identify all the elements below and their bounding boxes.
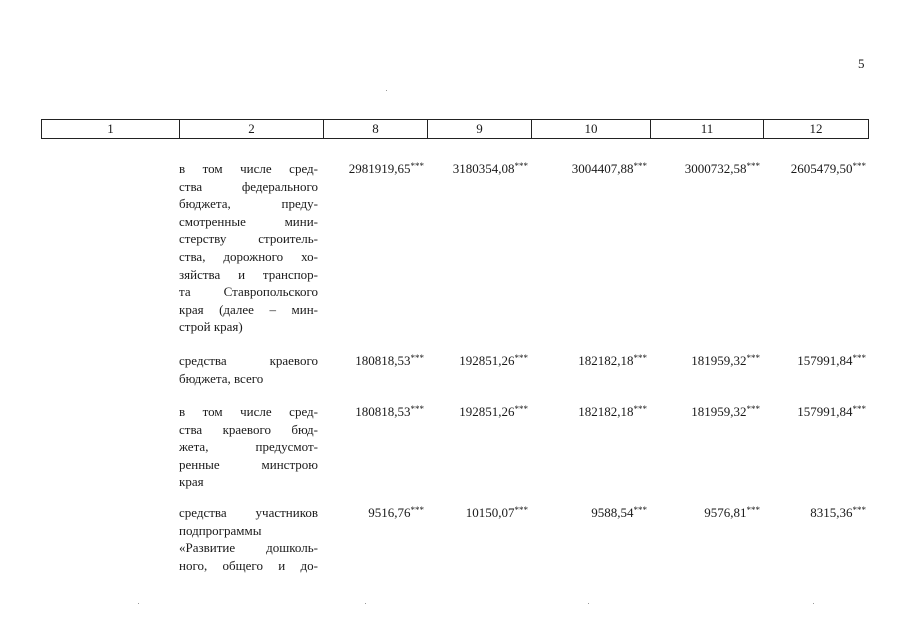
- row-description: [179, 403, 318, 491]
- scan-speck: [813, 603, 814, 604]
- header-cell-col-9: 9: [428, 120, 532, 138]
- row-description: [179, 352, 318, 387]
- description-line: смотренные мини-: [179, 213, 318, 229]
- value-number: 157991,84: [797, 353, 853, 368]
- description-line: стерству строитель-: [179, 231, 318, 247]
- description-line: в том числе сред-: [179, 161, 318, 176]
- value-marker: ***: [852, 161, 866, 171]
- value-number: 2605479,50: [790, 161, 853, 176]
- value-col-12: [763, 160, 866, 178]
- header-cell-col-1: 1: [42, 120, 180, 138]
- value-number: 3000732,58: [684, 161, 747, 176]
- value-number: 180818,53: [355, 353, 411, 368]
- description-line: края (далее – мин-: [179, 301, 318, 317]
- value-col-8: [323, 403, 424, 421]
- description-line: ства, дорожного хо-: [179, 248, 318, 264]
- description-line: средства краевого: [179, 353, 318, 368]
- value-col-10: [531, 504, 647, 522]
- value-marker: ***: [633, 505, 647, 515]
- value-col-8: [323, 160, 424, 178]
- scan-speck: [138, 603, 139, 604]
- value-marker: ***: [410, 161, 424, 171]
- scan-speck: [386, 90, 387, 91]
- description-line: «Развитие дошколь-: [179, 540, 318, 556]
- description-line: зяйства и транспор-: [179, 266, 318, 282]
- description-line: ного, общего и до-: [179, 557, 318, 573]
- value-col-8: [323, 352, 424, 370]
- value-number: 180818,53: [355, 404, 411, 419]
- value-number: 9576,81: [704, 505, 747, 520]
- value-col-10: [531, 352, 647, 370]
- value-marker: ***: [633, 404, 647, 414]
- header-cell-col-2: 2: [180, 120, 324, 138]
- value-col-9: [427, 403, 528, 421]
- value-number: 2981919,65: [348, 161, 411, 176]
- value-marker: ***: [746, 353, 760, 363]
- row-description: [179, 504, 318, 574]
- description-line: та Ставропольского: [179, 284, 318, 300]
- value-marker: ***: [852, 353, 866, 363]
- value-number: 192851,26: [459, 353, 515, 368]
- header-cell-col-12: 12: [809, 121, 823, 136]
- value-number: 9588,54: [591, 505, 634, 520]
- value-marker: ***: [852, 404, 866, 414]
- value-marker: ***: [746, 161, 760, 171]
- description-line: края: [179, 474, 204, 490]
- value-marker: ***: [410, 505, 424, 515]
- header-cell-col-8: 8: [324, 120, 428, 138]
- value-col-10: [531, 160, 647, 178]
- scan-speck: [588, 603, 589, 604]
- value-col-12: [763, 403, 866, 421]
- description-line: строй края): [179, 319, 243, 335]
- value-marker: ***: [514, 505, 528, 515]
- description-line: средства участников: [179, 505, 318, 520]
- value-col-11: [650, 403, 760, 421]
- row-description: [179, 160, 318, 336]
- value-marker: ***: [633, 161, 647, 171]
- value-marker: ***: [514, 404, 528, 414]
- value-marker: ***: [852, 505, 866, 515]
- value-number: 192851,26: [459, 404, 515, 419]
- value-col-9: [427, 504, 528, 522]
- value-number: 182182,18: [578, 353, 634, 368]
- value-col-11: [650, 160, 760, 178]
- value-col-8: [323, 504, 424, 522]
- value-col-12: [763, 504, 866, 522]
- value-marker: ***: [514, 161, 528, 171]
- value-number: 181959,32: [691, 404, 747, 419]
- value-number: 9516,76: [368, 505, 411, 520]
- value-marker: ***: [410, 353, 424, 363]
- table-header: [41, 119, 869, 139]
- description-line: ства федерального: [179, 178, 318, 194]
- value-marker: ***: [746, 404, 760, 414]
- value-col-9: [427, 160, 528, 178]
- value-col-9: [427, 352, 528, 370]
- scan-speck: [365, 603, 366, 604]
- description-line: бюджета, преду-: [179, 196, 318, 212]
- description-line: бюджета, всего: [179, 370, 264, 386]
- value-col-11: [650, 504, 760, 522]
- value-marker: ***: [410, 404, 424, 414]
- value-col-11: [650, 352, 760, 370]
- value-marker: ***: [746, 505, 760, 515]
- value-number: 3180354,08: [452, 161, 515, 176]
- value-number: 8315,36: [810, 505, 853, 520]
- value-number: 157991,84: [797, 404, 853, 419]
- description-line: жета, предусмот-: [179, 439, 318, 455]
- value-number: 3004407,88: [571, 161, 634, 176]
- value-marker: ***: [633, 353, 647, 363]
- value-col-10: [531, 403, 647, 421]
- value-number: 10150,07: [465, 505, 515, 520]
- value-marker: ***: [514, 353, 528, 363]
- description-line: ства краевого бюд-: [179, 421, 318, 437]
- description-line: в том числе сред-: [179, 404, 318, 419]
- value-number: 181959,32: [691, 353, 747, 368]
- description-line: подпрограммы: [179, 522, 262, 538]
- header-cell-col-10: 10: [532, 120, 651, 138]
- description-line: ренные минстрою: [179, 456, 318, 472]
- value-number: 182182,18: [578, 404, 634, 419]
- header-cell-col-11: 11: [651, 120, 764, 138]
- page-number: 5: [858, 56, 865, 71]
- value-col-12: [763, 352, 866, 370]
